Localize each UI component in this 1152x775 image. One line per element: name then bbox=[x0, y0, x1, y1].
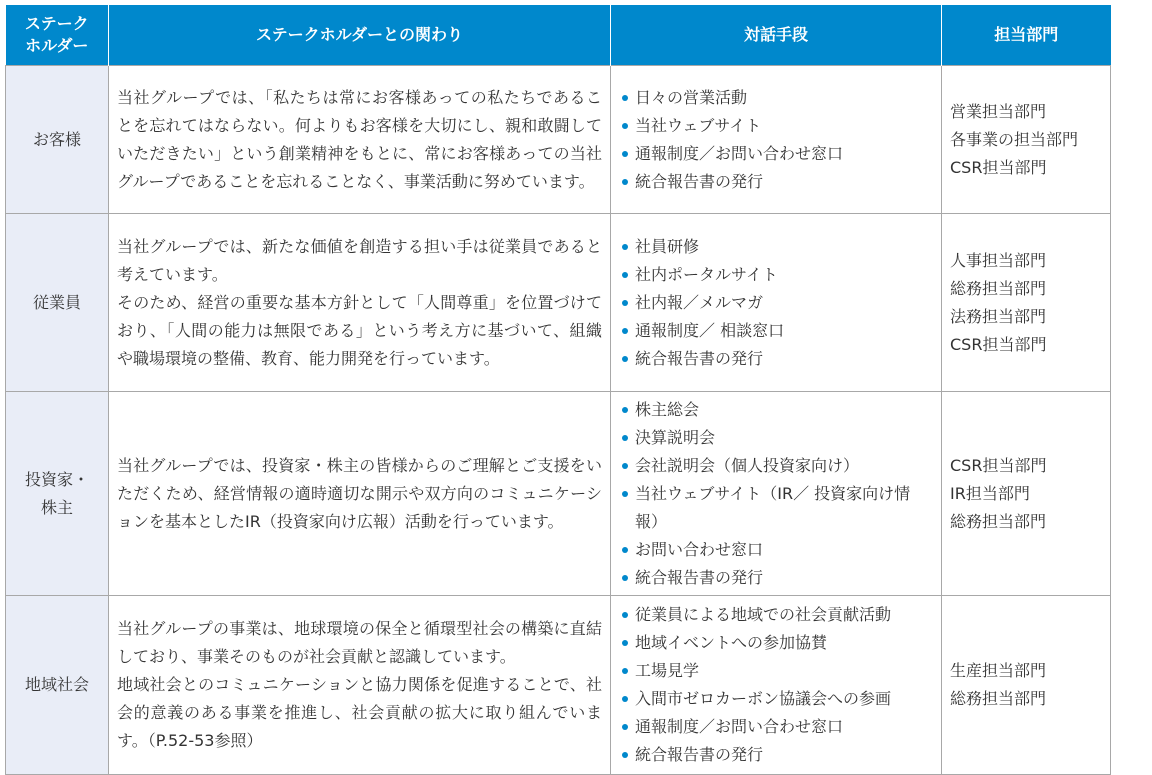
list-item: 社内ポータルサイト bbox=[619, 261, 933, 289]
department-cell bbox=[942, 596, 1111, 775]
list-item: 統合報告書の発行 bbox=[619, 741, 933, 769]
stakeholder-cell: 従業員 bbox=[6, 214, 109, 392]
relation-cell bbox=[109, 214, 611, 392]
list-item: 社内報／メルマガ bbox=[619, 289, 933, 317]
list-item: 会社説明会（個人投資家向け） bbox=[619, 452, 933, 480]
means-list bbox=[619, 84, 933, 196]
list-item: お問い合わせ窓口 bbox=[619, 536, 933, 564]
stakeholder-cell: お客様 bbox=[6, 66, 109, 214]
relation-text: 当社グループでは、「私たちは常にお客様あっての私たちであることを忘れてはならない。何よりもお客様を大切にし、親和敢闘していただきたい」という創業精神をもとに、常にお客様あっての当社グループであることを忘れることなく、事業活動に努めています。 bbox=[117, 87, 602, 191]
list-item: 地域イベントへの参加協賛 bbox=[619, 629, 933, 657]
header-stakeholder-line2: ホルダー bbox=[25, 36, 89, 55]
means-cell bbox=[611, 66, 942, 214]
stakeholder-line1: 投資家・ bbox=[24, 469, 89, 489]
department-item: 生産担当部門 bbox=[950, 661, 1047, 680]
relation-text: そのため、経営の重要な基本方針として「人間尊重」を位置づけており、「人間の能力は無限である」という考え方に基づいて、組織や職場環境の整備、教育、能力開発を行っています。 bbox=[117, 292, 602, 368]
relation-cell bbox=[109, 392, 611, 596]
department-item: CSR担当部門 bbox=[950, 334, 1047, 354]
table-row bbox=[6, 66, 1111, 214]
stakeholder-line2: 株主 bbox=[40, 497, 73, 517]
department-item: 総務担当部門 bbox=[950, 511, 1047, 531]
list-item: 通報制度／お問い合わせ窓口 bbox=[619, 140, 933, 168]
stakeholder-cell: 地域社会 bbox=[6, 596, 109, 775]
department-cell bbox=[942, 66, 1111, 214]
list-item: 統合報告書の発行 bbox=[619, 168, 933, 196]
list-item: 株主総会 bbox=[619, 396, 933, 424]
list-item: 当社ウェブサイト（IR／ 投資家向け情報） bbox=[619, 480, 933, 536]
means-list bbox=[619, 601, 933, 769]
list-item: 当社ウェブサイト bbox=[619, 112, 933, 140]
table-row bbox=[6, 214, 1111, 392]
list-item: 通報制度／ 相談窓口 bbox=[619, 317, 933, 345]
table-row bbox=[6, 596, 1111, 775]
means-list bbox=[619, 233, 933, 373]
header-relation: ステークホルダーとの関わり bbox=[109, 5, 611, 66]
relation-text: 地域社会とのコミュニケーションと協力関係を促進することで、社会的意義のある事業を推進し、社会貢献の拡大に取り組んでいます。（P.52-53参照） bbox=[117, 675, 602, 750]
means-list bbox=[619, 396, 933, 592]
relation-text: 当社グループでは、投資家・株主の皆様からのご理解とご支援をいただくため、経営情報の適時適切な開示や双方向のコミュニケーションを基本としたIR（投資家向け広報）活動を行っています。 bbox=[117, 455, 602, 531]
header-means: 対話手段 bbox=[611, 5, 942, 66]
header-stakeholder bbox=[6, 5, 109, 66]
department-item: 営業担当部門 bbox=[950, 101, 1047, 121]
header-row bbox=[6, 5, 1111, 66]
department-item: CSR担当部門 bbox=[950, 455, 1047, 475]
list-item: 従業員による地域での社会貢献活動 bbox=[619, 601, 933, 629]
relation-text: 当社グループでは、新たな価値を創造する担い手は従業員であると考えています。 bbox=[117, 236, 602, 284]
department-item: 法務担当部門 bbox=[950, 306, 1047, 326]
department-item: 総務担当部門 bbox=[950, 689, 1047, 708]
header-department: 担当部門 bbox=[942, 5, 1111, 66]
stakeholder-cell bbox=[6, 392, 109, 596]
list-item: 日々の営業活動 bbox=[619, 84, 933, 112]
means-cell bbox=[611, 392, 942, 596]
header-stakeholder-line1: ステーク bbox=[24, 14, 89, 33]
list-item: 入間市ゼロカーボン協議会への参画 bbox=[619, 685, 933, 713]
relation-text: 当社グループの事業は、地球環境の保全と循環型社会の構築に直結しており、事業そのものが社会貢献と認識しています。 bbox=[117, 619, 602, 666]
department-item: 各事業の担当部門 bbox=[950, 129, 1079, 149]
department-item: 人事担当部門 bbox=[950, 250, 1047, 270]
relation-cell bbox=[109, 66, 611, 214]
relation-cell bbox=[109, 596, 611, 775]
list-item: 統合報告書の発行 bbox=[619, 345, 933, 373]
means-cell bbox=[611, 596, 942, 775]
table-row bbox=[6, 392, 1111, 596]
stakeholder-table bbox=[5, 5, 1111, 775]
department-item: IR担当部門 bbox=[950, 483, 1030, 503]
department-item: 総務担当部門 bbox=[950, 278, 1047, 298]
list-item: 工場見学 bbox=[619, 657, 933, 685]
list-item: 統合報告書の発行 bbox=[619, 564, 933, 592]
means-cell bbox=[611, 214, 942, 392]
list-item: 通報制度／お問い合わせ窓口 bbox=[619, 713, 933, 741]
list-item: 決算説明会 bbox=[619, 424, 933, 452]
department-cell bbox=[942, 214, 1111, 392]
department-cell bbox=[942, 392, 1111, 596]
list-item: 社員研修 bbox=[619, 233, 933, 261]
department-item: CSR担当部門 bbox=[950, 157, 1047, 177]
